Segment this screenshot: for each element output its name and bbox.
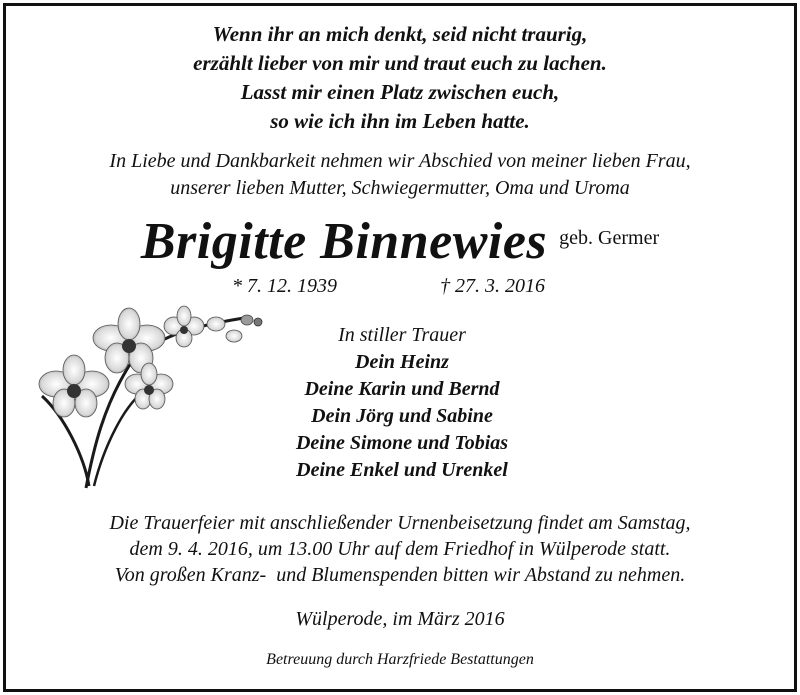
poem (0, 20, 800, 136)
mourner-name: Dein Jörg und Sabine (311, 405, 493, 427)
funeral-line: dem 9. 4. 2016, um 13.00 Uhr auf dem Friedhof in Wülperode statt. (129, 538, 671, 560)
poem-line: so wie ich ihn im Leben hatte. (270, 109, 530, 133)
funeral-info (0, 510, 800, 588)
maiden-name: geb. Germer (559, 227, 660, 249)
funeral-agency: Betreuung durch Harzfriede Bestattungen (266, 651, 534, 668)
mourners-lead: In stiller Trauer (338, 324, 466, 346)
poem-line: Lasst mir einen Platz zwischen euch, (240, 80, 560, 104)
birth-date: * 7. 12. 1939 (232, 275, 337, 297)
funeral-line: Von großen Kranz- und Blumenspenden bitten wir Abstand zu nehmen. (114, 564, 686, 586)
intro-line: In Liebe und Dankbarkeit nehmen wir Abschied von meiner lieben Frau, (109, 150, 691, 172)
poem-line: erzählt lieber von mir und traut euch zu lachen. (193, 51, 607, 75)
place-date: Wülperode, im März 2016 (295, 608, 505, 630)
mourner-name: Dein Heinz (355, 351, 449, 373)
intro-line: unserer lieben Mutter, Schwiegermutter, Oma und Uroma (170, 177, 630, 199)
mourner-name: Deine Enkel und Urenkel (296, 459, 508, 481)
mourners-list (212, 322, 592, 484)
deceased-name-row (0, 212, 800, 271)
mourner-name: Deine Simone und Tobias (295, 432, 509, 454)
intro-text (0, 148, 800, 202)
death-date: † 27. 3. 2016 (440, 275, 545, 297)
deceased-name: Brigitte Binnewies (140, 213, 548, 270)
mourner-name: Deine Karin und Bernd (304, 378, 500, 400)
funeral-line: Die Trauerfeier mit anschließender Urnenbeisetzung findet am Samstag, (109, 512, 691, 534)
poem-line: Wenn ihr an mich denkt, seid nicht traurig, (212, 22, 588, 46)
